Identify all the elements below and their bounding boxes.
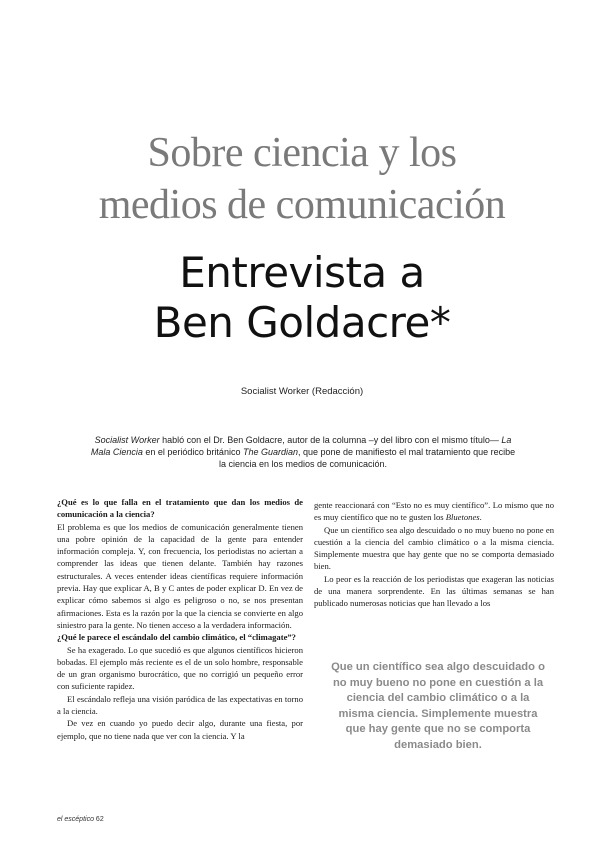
intro-text-3: , que pone de manifiesto el mal tratamiento que recibe la ciencia en los medios de comunicación. [218, 447, 516, 469]
page-footer [57, 816, 104, 823]
question-2: ¿Qué le parece el escándalo del cambio climático, el “climagate”? [57, 632, 296, 643]
answer-1: El problema es que los medios de comunicación generalmente tienen una pobre opinión de la capacidad de la gente para entender información compleja. Y, con frecuencia, los periodistas no aciertan a comprender las ideas que tienen delante. También hay razones estructurales. A veces entender ideas científicas requiere información previa. Hay que explicar A, B y C antes de poder explicar D. En vez de explicar cómo sabemos si algo es peligroso o no, se nos presentan afirmaciones. Esta es la razón por la que la ciencia se convierte en algo siniestro para la gente. No tienen acceso a la verdadera información. [57, 521, 303, 630]
intro-text-1: habló con el Dr. Ben Goldacre, autor de la columna –y del libro con el mismo título— [159, 435, 502, 445]
byline: Socialist Worker (Redacción) [240, 386, 364, 397]
magazine-name: el escéptico [57, 816, 94, 823]
question-1: ¿Qué es lo que falla en el tratamiento que dan los medios de comunicación a la ciencia? [57, 497, 303, 520]
band-name: Bluetones [445, 512, 480, 523]
supertitle [0, 127, 604, 231]
answer-2-paragraph-1: Se ha exagerado. Lo que sucedió es que algunos científicos hicieron bobadas. El ejemplo más reciente es el de un solo hombre, responsable de un gran organismo burocrático, que no corrigió un pequeño error con suficiente rapidez. [57, 644, 303, 692]
right-column [314, 499, 554, 610]
right-paragraph-3: Lo peor es la reacción de los periodistas que exageran las noticias de una manera sorprendente. En las últimas semanas se han publicado numerosas noticias que han llevado a los [314, 573, 554, 609]
supertitle-line-1: Sobre ciencia y los [147, 130, 457, 176]
intro-newspaper: The Guardian [242, 447, 298, 457]
intro-publication: Socialist Worker [94, 435, 160, 445]
right-paragraph-1 [314, 499, 554, 524]
intro-paragraph [88, 434, 518, 470]
right-paragraph-1-text: gente reaccionará con “Esto no es muy científico”. Lo mismo que no es muy científico que no te gusten los [314, 500, 554, 523]
pull-quote: Que un científico sea algo descuidado o no muy bueno no pone en cuestión a la ciencia del cambio climático o a la misma ciencia. Simplemente muestra que hay gente que no se comporta demasiado bien. [331, 661, 545, 751]
intro-text-2: en el periódico británico [142, 447, 243, 457]
title-line-1: Entrevista a [179, 248, 425, 297]
right-paragraph-2: Que un científico sea algo descuidado o no muy bueno no pone en cuestión a la ciencia del cambio climático o a la misma ciencia. Simplemente muestra que hay gente que no se comporta demasiado bien. [314, 524, 554, 572]
title-line-2: Ben Goldacre* [153, 298, 451, 347]
supertitle-line-2: medios de comunicación [98, 182, 506, 228]
left-column [57, 496, 303, 742]
intro-book-title: La Mala Ciencia [90, 435, 512, 457]
page-number: 62 [95, 816, 104, 823]
answer-2-paragraph-2: El escándalo refleja una visión paródica de las expectativas en torno a la ciencia. [57, 693, 303, 717]
article-title [0, 248, 604, 348]
answer-2-paragraph-3: De vez en cuando yo puedo decir algo, durante una fiesta, por ejemplo, que no tiene nada que ver con la ciencia. Y la [57, 718, 303, 741]
right-paragraph-1-end: . [479, 512, 482, 523]
